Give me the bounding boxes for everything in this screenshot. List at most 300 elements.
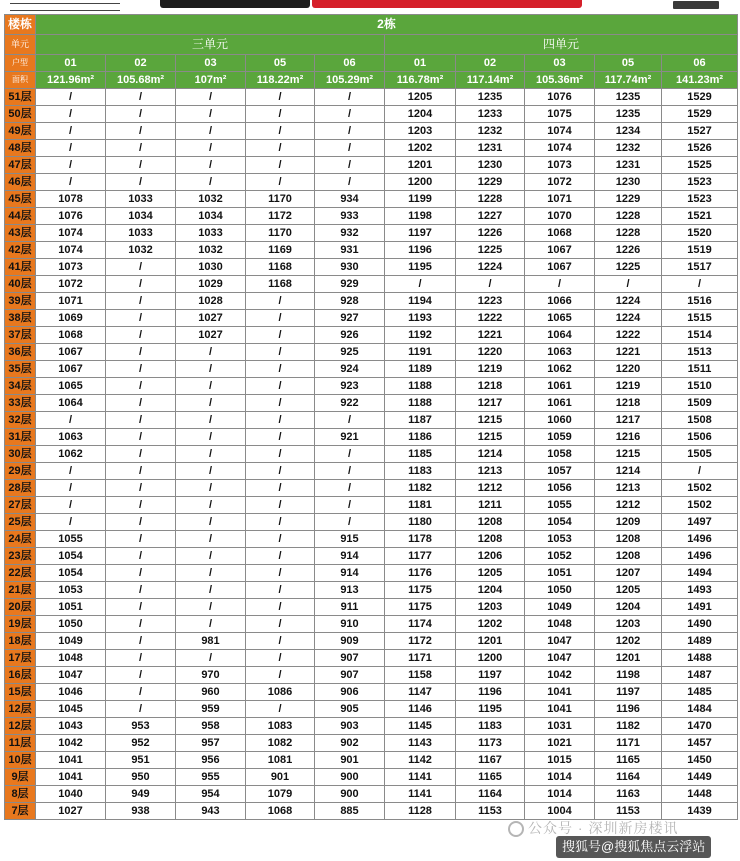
floor-label: 38层 bbox=[5, 310, 36, 327]
price-cell: 1208 bbox=[595, 531, 662, 548]
price-cell: / bbox=[106, 344, 176, 361]
price-cell: 953 bbox=[106, 718, 176, 735]
price-cell: 1218 bbox=[595, 395, 662, 412]
price-cell: 1235 bbox=[595, 106, 662, 123]
floor-label: 39层 bbox=[5, 293, 36, 310]
price-cell: 1224 bbox=[595, 293, 662, 310]
price-cell: / bbox=[525, 276, 595, 293]
unit-area-header: 105.36m² bbox=[525, 72, 595, 89]
table-row bbox=[5, 157, 738, 174]
price-cell: / bbox=[315, 123, 385, 140]
price-cell: 1221 bbox=[595, 344, 662, 361]
price-cell: 1496 bbox=[662, 531, 738, 548]
price-cell: 1181 bbox=[385, 497, 456, 514]
floor-label: 8层 bbox=[5, 786, 36, 803]
price-cell: 1029 bbox=[176, 276, 246, 293]
price-cell: 1494 bbox=[662, 565, 738, 582]
price-cell: 1050 bbox=[525, 582, 595, 599]
price-cell: 1230 bbox=[595, 174, 662, 191]
floor-label: 34层 bbox=[5, 378, 36, 395]
price-cell: 1164 bbox=[595, 769, 662, 786]
price-cell: 1065 bbox=[525, 310, 595, 327]
price-cell: 1128 bbox=[385, 803, 456, 820]
price-cell: / bbox=[246, 633, 315, 650]
price-cell: 1215 bbox=[595, 446, 662, 463]
price-cell: / bbox=[176, 480, 246, 497]
price-cell: 929 bbox=[315, 276, 385, 293]
unit-area-header: 121.96m² bbox=[36, 72, 106, 89]
price-cell: 1076 bbox=[36, 208, 106, 225]
price-cell: / bbox=[106, 429, 176, 446]
price-cell: 970 bbox=[176, 667, 246, 684]
table-row bbox=[5, 514, 738, 531]
price-cell: 1145 bbox=[385, 718, 456, 735]
price-cell: 1203 bbox=[595, 616, 662, 633]
price-cell: 922 bbox=[315, 395, 385, 412]
price-cell: 1225 bbox=[595, 259, 662, 276]
floor-label: 45层 bbox=[5, 191, 36, 208]
price-cell: 1072 bbox=[36, 276, 106, 293]
price-cell: 1072 bbox=[525, 174, 595, 191]
price-cell: / bbox=[246, 106, 315, 123]
floor-label: 35层 bbox=[5, 361, 36, 378]
floor-label: 7层 bbox=[5, 803, 36, 820]
price-cell: / bbox=[106, 293, 176, 310]
price-cell: 1066 bbox=[525, 293, 595, 310]
price-cell: 1170 bbox=[246, 191, 315, 208]
price-cell: 1214 bbox=[456, 446, 525, 463]
price-cell: 1201 bbox=[595, 650, 662, 667]
price-cell: / bbox=[595, 276, 662, 293]
table-row bbox=[5, 735, 738, 752]
price-cell: / bbox=[106, 259, 176, 276]
price-cell: 1067 bbox=[525, 259, 595, 276]
price-cell: 1204 bbox=[595, 599, 662, 616]
price-cell: 1193 bbox=[385, 310, 456, 327]
price-cell: 1529 bbox=[662, 106, 738, 123]
price-cell: 958 bbox=[176, 718, 246, 735]
unit-type-header: 06 bbox=[315, 55, 385, 72]
price-cell: 1220 bbox=[456, 344, 525, 361]
price-cell: 907 bbox=[315, 650, 385, 667]
floor-label: 32层 bbox=[5, 412, 36, 429]
price-cell: / bbox=[315, 480, 385, 497]
price-cell: / bbox=[36, 140, 106, 157]
price-cell: 1192 bbox=[385, 327, 456, 344]
price-cell: 1448 bbox=[662, 786, 738, 803]
title-dark-block bbox=[160, 0, 310, 8]
table-row bbox=[5, 276, 738, 293]
price-cell: / bbox=[106, 548, 176, 565]
price-cell: 931 bbox=[315, 242, 385, 259]
price-cell: / bbox=[246, 378, 315, 395]
price-cell: 1514 bbox=[662, 327, 738, 344]
floor-label: 23层 bbox=[5, 548, 36, 565]
price-cell: 1041 bbox=[36, 752, 106, 769]
unit-type-header: 02 bbox=[456, 55, 525, 72]
price-cell: 1508 bbox=[662, 412, 738, 429]
price-cell: 1040 bbox=[36, 786, 106, 803]
unit-area-header: 117.74m² bbox=[595, 72, 662, 89]
price-cell: 1146 bbox=[385, 701, 456, 718]
table-row bbox=[5, 531, 738, 548]
price-cell: / bbox=[106, 157, 176, 174]
price-cell: 1521 bbox=[662, 208, 738, 225]
price-cell: 1196 bbox=[385, 242, 456, 259]
price-cell: 1034 bbox=[106, 208, 176, 225]
price-cell: 1223 bbox=[456, 293, 525, 310]
price-cell: 1224 bbox=[595, 310, 662, 327]
price-cell: 1071 bbox=[525, 191, 595, 208]
price-cell: 1186 bbox=[385, 429, 456, 446]
table-row bbox=[5, 480, 738, 497]
unit-area-header: 117.14m² bbox=[456, 72, 525, 89]
price-cell: 952 bbox=[106, 735, 176, 752]
price-cell: 1205 bbox=[595, 582, 662, 599]
price-cell: 1033 bbox=[106, 225, 176, 242]
price-cell: / bbox=[176, 548, 246, 565]
floor-label: 24层 bbox=[5, 531, 36, 548]
price-cell: 1220 bbox=[595, 361, 662, 378]
price-cell: 1060 bbox=[525, 412, 595, 429]
price-cell: 1061 bbox=[525, 378, 595, 395]
table-row bbox=[5, 565, 738, 582]
price-cell: / bbox=[246, 310, 315, 327]
floor-label: 12层 bbox=[5, 718, 36, 735]
price-cell: 956 bbox=[176, 752, 246, 769]
price-cell: 925 bbox=[315, 344, 385, 361]
price-cell: 1028 bbox=[176, 293, 246, 310]
price-cell: 1062 bbox=[525, 361, 595, 378]
table-row bbox=[5, 395, 738, 412]
price-cell: 906 bbox=[315, 684, 385, 701]
price-cell: / bbox=[176, 463, 246, 480]
price-cell: 1195 bbox=[456, 701, 525, 718]
price-cell: 960 bbox=[176, 684, 246, 701]
price-cell: 1490 bbox=[662, 616, 738, 633]
price-cell: 1191 bbox=[385, 344, 456, 361]
price-cell: 1511 bbox=[662, 361, 738, 378]
price-cell: 1015 bbox=[525, 752, 595, 769]
price-cell: 1529 bbox=[662, 89, 738, 106]
price-cell: 930 bbox=[315, 259, 385, 276]
wechat-watermark bbox=[508, 818, 678, 838]
price-cell: 1032 bbox=[176, 191, 246, 208]
price-cell: 1054 bbox=[36, 548, 106, 565]
price-cell: 1074 bbox=[525, 140, 595, 157]
price-cell: 1070 bbox=[525, 208, 595, 225]
price-cell: / bbox=[106, 463, 176, 480]
price-cell: 903 bbox=[315, 718, 385, 735]
price-cell: 1056 bbox=[525, 480, 595, 497]
price-cell: / bbox=[106, 446, 176, 463]
price-cell: 1217 bbox=[595, 412, 662, 429]
price-cell: 915 bbox=[315, 531, 385, 548]
price-cell: 1198 bbox=[595, 667, 662, 684]
price-cell: 1185 bbox=[385, 446, 456, 463]
price-cell: 949 bbox=[106, 786, 176, 803]
unit-3-header: 三单元 bbox=[36, 35, 385, 55]
price-cell: 1201 bbox=[456, 633, 525, 650]
price-cell: 1041 bbox=[36, 769, 106, 786]
table-row bbox=[5, 497, 738, 514]
price-cell: 1071 bbox=[36, 293, 106, 310]
price-cell: / bbox=[246, 123, 315, 140]
price-cell: 1206 bbox=[456, 548, 525, 565]
price-cell: / bbox=[106, 701, 176, 718]
price-cell: 1074 bbox=[36, 225, 106, 242]
price-cell: 1180 bbox=[385, 514, 456, 531]
price-cell: 900 bbox=[315, 786, 385, 803]
table-row bbox=[5, 293, 738, 310]
price-cell: 1047 bbox=[525, 633, 595, 650]
price-cell: 1202 bbox=[456, 616, 525, 633]
price-cell: 1067 bbox=[36, 344, 106, 361]
price-cell: / bbox=[176, 140, 246, 157]
price-cell: / bbox=[315, 463, 385, 480]
price-cell: 1047 bbox=[36, 667, 106, 684]
table-row bbox=[5, 786, 738, 803]
price-cell: / bbox=[246, 701, 315, 718]
price-cell: / bbox=[246, 89, 315, 106]
price-cell: 1517 bbox=[662, 259, 738, 276]
price-cell: 1197 bbox=[456, 667, 525, 684]
price-cell: 1027 bbox=[176, 327, 246, 344]
price-cell: / bbox=[315, 514, 385, 531]
floor-label: 49层 bbox=[5, 123, 36, 140]
floor-label: 12层 bbox=[5, 701, 36, 718]
price-cell: 1170 bbox=[246, 225, 315, 242]
price-cell: 955 bbox=[176, 769, 246, 786]
price-cell: 1187 bbox=[385, 412, 456, 429]
price-cell: 1167 bbox=[456, 752, 525, 769]
price-cell: 1041 bbox=[525, 684, 595, 701]
price-cell: 1218 bbox=[456, 378, 525, 395]
price-cell: / bbox=[176, 412, 246, 429]
unit-4-header: 四单元 bbox=[385, 35, 738, 55]
price-cell: 932 bbox=[315, 225, 385, 242]
price-cell: / bbox=[36, 157, 106, 174]
price-cell: 1045 bbox=[36, 701, 106, 718]
price-cell: 1208 bbox=[595, 548, 662, 565]
price-cell: 1208 bbox=[456, 514, 525, 531]
price-cell: 910 bbox=[315, 616, 385, 633]
price-cell: 1047 bbox=[525, 650, 595, 667]
price-cell: / bbox=[315, 140, 385, 157]
price-cell: / bbox=[36, 412, 106, 429]
price-cell: 1053 bbox=[36, 582, 106, 599]
price-cell: / bbox=[36, 123, 106, 140]
price-cell: 1227 bbox=[456, 208, 525, 225]
price-cell: / bbox=[246, 531, 315, 548]
price-cell: / bbox=[662, 276, 738, 293]
price-cell: 1470 bbox=[662, 718, 738, 735]
price-cell: 1509 bbox=[662, 395, 738, 412]
price-cell: 1014 bbox=[525, 786, 595, 803]
price-cell: 1505 bbox=[662, 446, 738, 463]
price-cell: / bbox=[106, 497, 176, 514]
price-cell: / bbox=[315, 157, 385, 174]
price-cell: 1228 bbox=[595, 225, 662, 242]
price-cell: 1200 bbox=[385, 174, 456, 191]
price-cell: 1222 bbox=[595, 327, 662, 344]
price-cell: / bbox=[176, 616, 246, 633]
price-cell: 1183 bbox=[456, 718, 525, 735]
floor-label: 29层 bbox=[5, 463, 36, 480]
price-cell: 1173 bbox=[456, 735, 525, 752]
price-cell: 1171 bbox=[385, 650, 456, 667]
price-cell: / bbox=[456, 276, 525, 293]
table-row bbox=[5, 429, 738, 446]
price-cell: 1021 bbox=[525, 735, 595, 752]
price-cell: 1232 bbox=[595, 140, 662, 157]
price-cell: 1141 bbox=[385, 769, 456, 786]
unit-type-header: 02 bbox=[106, 55, 176, 72]
table-row bbox=[5, 446, 738, 463]
price-cell: 928 bbox=[315, 293, 385, 310]
price-cell: 959 bbox=[176, 701, 246, 718]
source-badge: 搜狐号@搜狐焦点云浮站 bbox=[556, 836, 711, 858]
price-cell: / bbox=[106, 582, 176, 599]
price-cell: 901 bbox=[315, 752, 385, 769]
building-name: 2栋 bbox=[36, 15, 738, 35]
price-cell: 1523 bbox=[662, 174, 738, 191]
price-cell: / bbox=[106, 276, 176, 293]
table-row bbox=[5, 769, 738, 786]
price-cell: 1228 bbox=[595, 208, 662, 225]
floor-label: 22层 bbox=[5, 565, 36, 582]
price-cell: 909 bbox=[315, 633, 385, 650]
price-cell: / bbox=[106, 684, 176, 701]
price-cell: / bbox=[246, 548, 315, 565]
price-cell: / bbox=[246, 395, 315, 412]
price-cell: 1485 bbox=[662, 684, 738, 701]
price-cell: 1226 bbox=[456, 225, 525, 242]
price-cell: / bbox=[246, 599, 315, 616]
unit-type-header: 03 bbox=[176, 55, 246, 72]
price-cell: 1042 bbox=[36, 735, 106, 752]
price-cell: 1450 bbox=[662, 752, 738, 769]
price-cell: 1204 bbox=[385, 106, 456, 123]
price-cell: 1231 bbox=[595, 157, 662, 174]
price-cell: 1457 bbox=[662, 735, 738, 752]
floor-label: 37层 bbox=[5, 327, 36, 344]
price-cell: / bbox=[246, 582, 315, 599]
price-cell: 1074 bbox=[525, 123, 595, 140]
price-cell: 1030 bbox=[176, 259, 246, 276]
price-cell: 921 bbox=[315, 429, 385, 446]
price-cell: 1204 bbox=[456, 582, 525, 599]
floor-label: 31层 bbox=[5, 429, 36, 446]
price-cell: 1212 bbox=[456, 480, 525, 497]
price-cell: 1195 bbox=[385, 259, 456, 276]
floor-label: 11层 bbox=[5, 735, 36, 752]
table-row bbox=[5, 259, 738, 276]
table-row bbox=[5, 361, 738, 378]
price-cell: 1164 bbox=[456, 786, 525, 803]
table-row bbox=[5, 310, 738, 327]
floor-label: 10层 bbox=[5, 752, 36, 769]
table-row bbox=[5, 140, 738, 157]
price-cell: 913 bbox=[315, 582, 385, 599]
price-cell: 1182 bbox=[385, 480, 456, 497]
price-cell: / bbox=[36, 514, 106, 531]
table-row bbox=[5, 463, 738, 480]
floor-label: 28层 bbox=[5, 480, 36, 497]
price-cell: / bbox=[106, 140, 176, 157]
price-cell: 1196 bbox=[595, 701, 662, 718]
floor-label: 27层 bbox=[5, 497, 36, 514]
floor-label: 9层 bbox=[5, 769, 36, 786]
price-cell: 1177 bbox=[385, 548, 456, 565]
price-cell: / bbox=[106, 89, 176, 106]
price-cell: / bbox=[36, 106, 106, 123]
table-row bbox=[5, 616, 738, 633]
unit-area-header: 105.68m² bbox=[106, 72, 176, 89]
price-cell: / bbox=[246, 157, 315, 174]
price-cell: 1004 bbox=[525, 803, 595, 820]
table-row bbox=[5, 752, 738, 769]
area-label: 面积 bbox=[5, 72, 36, 89]
unit-area-header: 141.23m² bbox=[662, 72, 738, 89]
price-cell: 1203 bbox=[385, 123, 456, 140]
unit-area-header: 107m² bbox=[176, 72, 246, 89]
price-cell: 1142 bbox=[385, 752, 456, 769]
price-cell: / bbox=[106, 531, 176, 548]
price-cell: 1086 bbox=[246, 684, 315, 701]
price-cell: / bbox=[106, 650, 176, 667]
price-cell: 1224 bbox=[456, 259, 525, 276]
price-cell: / bbox=[36, 480, 106, 497]
price-cell: / bbox=[246, 293, 315, 310]
watermark-text: 公众号 · 深圳新房楼讯 bbox=[528, 820, 679, 836]
price-cell: 1200 bbox=[456, 650, 525, 667]
wechat-icon bbox=[508, 821, 524, 837]
price-cell: 1081 bbox=[246, 752, 315, 769]
price-cell: 1046 bbox=[36, 684, 106, 701]
price-cell: 1439 bbox=[662, 803, 738, 820]
price-cell: / bbox=[176, 514, 246, 531]
price-cell: / bbox=[176, 344, 246, 361]
price-cell: / bbox=[385, 276, 456, 293]
price-cell: / bbox=[315, 412, 385, 429]
price-cell: / bbox=[246, 361, 315, 378]
price-cell: 933 bbox=[315, 208, 385, 225]
price-cell: 1147 bbox=[385, 684, 456, 701]
price-cell: 1488 bbox=[662, 650, 738, 667]
price-cell: 1153 bbox=[595, 803, 662, 820]
price-cell: 1217 bbox=[456, 395, 525, 412]
price-cell: 1054 bbox=[525, 514, 595, 531]
unit-type-header: 05 bbox=[595, 55, 662, 72]
price-cell: 1054 bbox=[36, 565, 106, 582]
price-cell: 1053 bbox=[525, 531, 595, 548]
table-row bbox=[5, 208, 738, 225]
price-cell: 1073 bbox=[36, 259, 106, 276]
price-cell: / bbox=[176, 565, 246, 582]
table-row bbox=[5, 123, 738, 140]
floor-label: 19层 bbox=[5, 616, 36, 633]
price-cell: 1214 bbox=[595, 463, 662, 480]
title-banner bbox=[0, 0, 740, 14]
table-row bbox=[5, 242, 738, 259]
floor-label: 42层 bbox=[5, 242, 36, 259]
price-cell: 1048 bbox=[525, 616, 595, 633]
price-cell: 1061 bbox=[525, 395, 595, 412]
table-row bbox=[5, 803, 738, 820]
price-cell: 1158 bbox=[385, 667, 456, 684]
price-cell: 957 bbox=[176, 735, 246, 752]
